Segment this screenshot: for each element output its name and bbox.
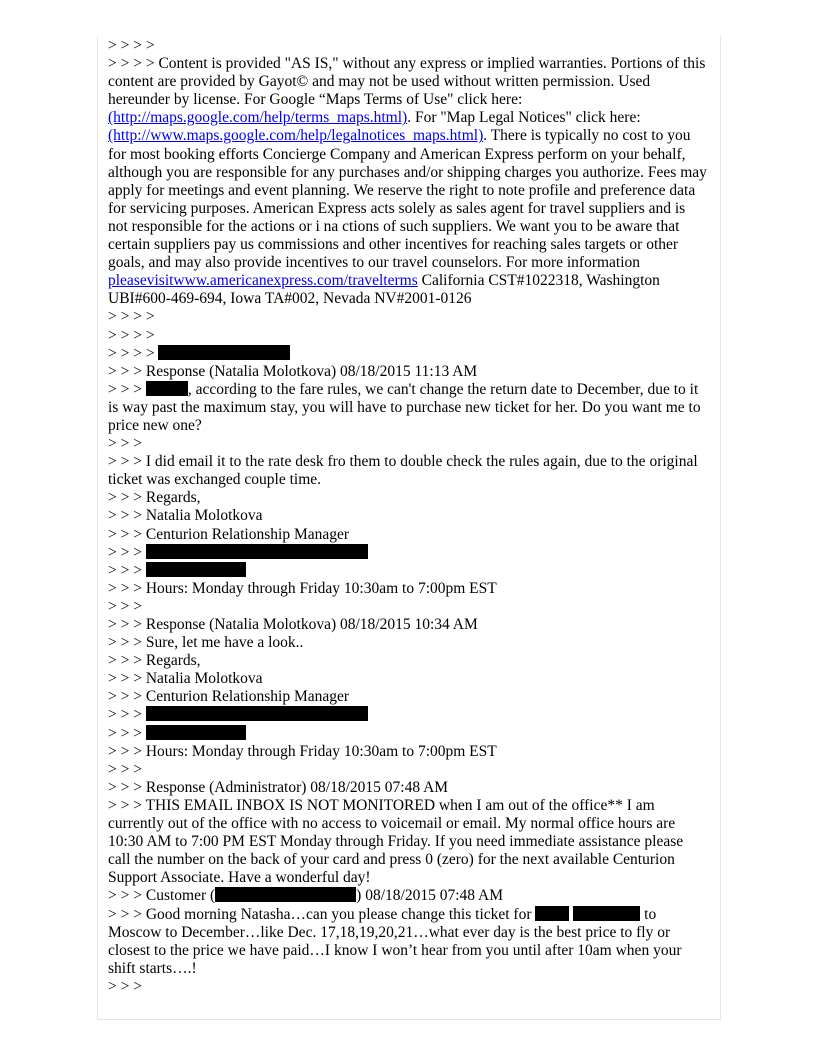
response-body: > > > Sure, let me have a look.. [108, 634, 304, 652]
redaction-bar [215, 887, 356, 902]
redaction-bar [146, 562, 246, 577]
redaction-bar [146, 706, 368, 721]
disclaimer-text: . For "Map Legal Notices" click here: [407, 109, 641, 127]
quote-line [108, 345, 708, 363]
response-text: , according to the fare rules, we can't change the return date to December, due to it is way past the maximum stay, you will have to purchase new ticket for her. Do you want me to price new one? [108, 380, 701, 434]
quote-line [108, 706, 708, 724]
customer-body [108, 906, 708, 978]
customer-timestamp: ) 08/18/2015 07:48 AM [356, 887, 503, 905]
response-header: > > > Response (Natalia Molotkova) 08/18/2015 11:13 AM [108, 362, 478, 380]
redaction-bar [146, 725, 246, 740]
response-header: > > > Response (Natalia Molotkova) 08/18/2015 10:34 AM [108, 616, 478, 633]
quote-prefix: > > > > [108, 344, 155, 362]
disclaimer-text: California CST#1022318, Washington UBI#600-469-694, Iowa TA#002, Nevada NV#2001-0126 [108, 272, 660, 308]
maps-terms-link[interactable]: (http://maps.google.com/help/terms_maps.html) [108, 109, 408, 127]
redaction-bar [573, 906, 640, 921]
quote-prefix: > > > [108, 561, 142, 579]
quote-line [108, 544, 708, 562]
signature-name: > > > Natalia Molotkova [108, 670, 263, 688]
signature-hours: > > > Hours: Monday through Friday 10:30am to 7:00pm EST [108, 742, 497, 760]
redaction-bar [535, 906, 569, 921]
quote-prefix: > > > [108, 724, 142, 742]
legal-disclaimer [108, 55, 708, 308]
email-thread [108, 37, 708, 996]
quote-line: > > > [108, 977, 142, 995]
quote-line: > > > [108, 760, 142, 778]
quote-prefix: > > > [108, 706, 142, 724]
quote-line: > > > [108, 597, 142, 615]
maps-legal-notices-link[interactable]: (http://www.maps.google.com/help/legalnotices_maps.html) [108, 127, 484, 145]
customer-text: > > > Good morning Natasha…can you please change this ticket for [108, 905, 536, 923]
signature-hours: > > > Hours: Monday through Friday 10:30am to 7:00pm EST [108, 579, 497, 597]
customer-text: to Moscow to December…like Dec. 17,18,19,20,21…what ever day is the best price to fly or closest to the price we have paid…I know I won’t hear from you until after 10am when your shift starts….! [108, 905, 682, 977]
quote-line [108, 562, 708, 580]
signature-title: > > > Centurion Relationship Manager [108, 525, 350, 543]
quote-line: > > > > [108, 308, 155, 326]
quote-line: > > > > [108, 37, 155, 54]
signature-regards: > > > Regards, [108, 652, 201, 670]
quote-line [108, 725, 708, 743]
signature-title: > > > Centurion Relationship Manager [108, 688, 350, 706]
signature-name: > > > Natalia Molotkova [108, 507, 263, 525]
response-body [108, 381, 708, 435]
auto-reply-body: > > > THIS EMAIL INBOX IS NOT MONITORED when I am out of the office** I am currently out of the office with no access to voicemail or email. My normal office hours are 10:30 AM to 7:00 PM EST Monday through Friday. If you need immediate assistance please call the number on the back of your card and press 0 (zero) for the next available Centurion Support Associate. Have a wonderful day! [108, 796, 684, 887]
redaction-bar [146, 544, 368, 559]
disclaimer-text: . There is typically no cost to you for most booking efforts Concierge Company and American Express perform on your behalf, although you are responsible for any purchases and/or shipping charges you authorize. Fees may apply for meetings and event planning. We reserve the right to note profile and preference data for servicing purposes. American Express acts solely as sales agent for travel suppliers and is not responsible for the actions or i na ctions of such suppliers. We want you to be aware that certain suppliers pay us commissions and other incentives for reaching sales targets or other goals, and may also provide incentives to our travel counselors. For more information [108, 127, 707, 272]
quote-line: > > > [108, 435, 142, 453]
quote-line: > > > > [108, 326, 155, 344]
quote-prefix: > > > [108, 380, 142, 398]
customer-header [108, 887, 708, 905]
customer-prefix: > > > Customer ( [108, 887, 216, 905]
response-body: > > > I did email it to the rate desk fro them to double check the rules again, due to the original ticket was exchanged couple time. [108, 453, 698, 489]
disclaimer-text: > > > > Content is provided "AS IS," without any express or implied warranties. Portions of this content are provided by Gayot© and may not be used without written permission. Used hereunder by license. For Google “Maps Terms of Use" click here: [108, 55, 706, 109]
signature-regards: > > > Regards, [108, 489, 201, 507]
quote-prefix: > > > [108, 543, 142, 561]
redaction-bar [146, 381, 188, 396]
amex-travel-terms-link[interactable]: pleasevisitwww.americanexpress.com/travelterms [108, 272, 418, 290]
response-header: > > > Response (Administrator) 08/18/2015 07:48 AM [108, 778, 449, 796]
redaction-bar [158, 345, 290, 360]
